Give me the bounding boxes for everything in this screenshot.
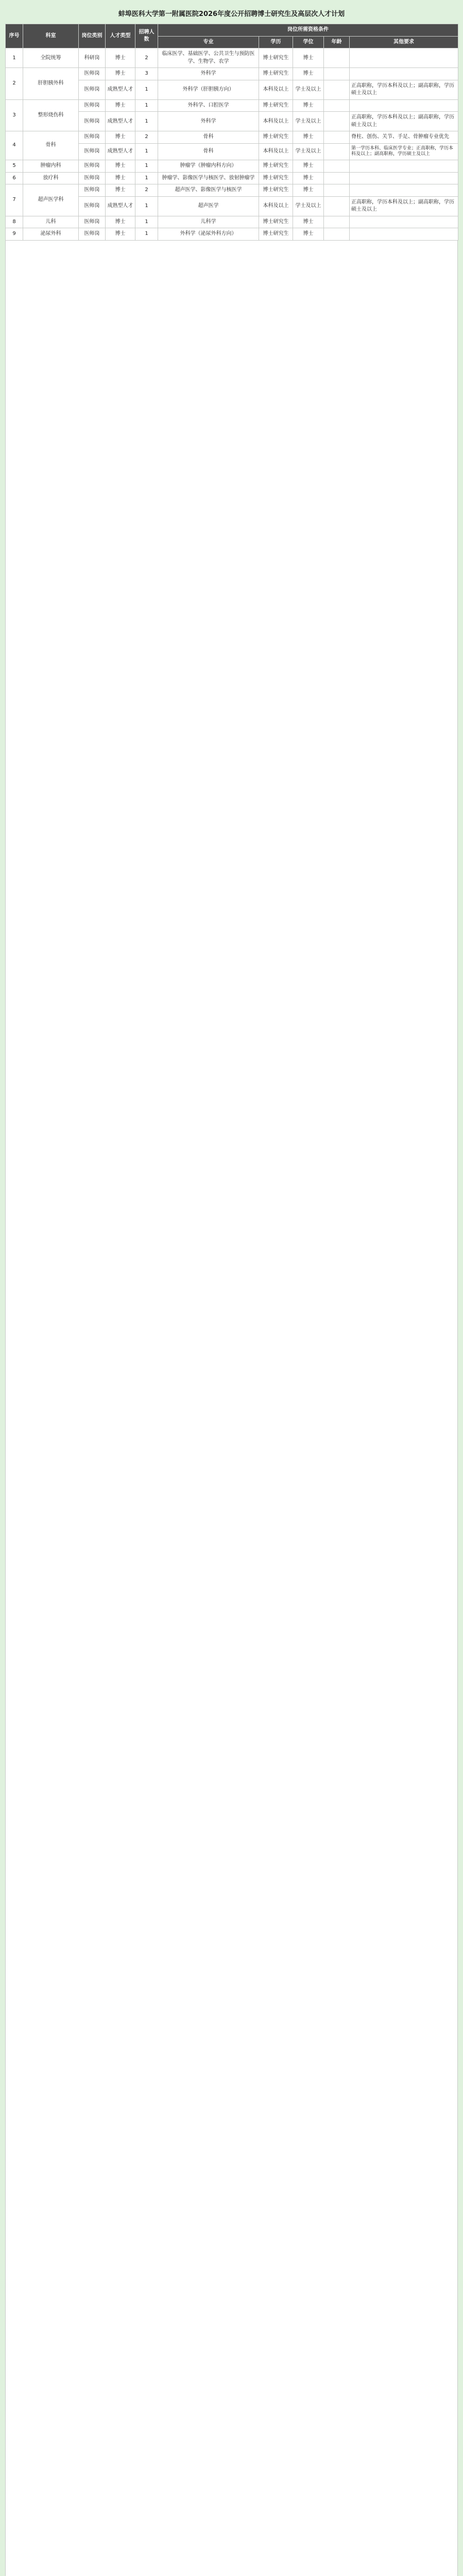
header-major: 专业 (158, 36, 259, 48)
row-other (350, 160, 458, 173)
table-continuation-area (5, 241, 458, 2576)
row-age (324, 216, 350, 228)
row-age (324, 172, 350, 184)
row-major: 外科学（泌尿外科方向） (158, 228, 259, 241)
table-row (6, 99, 458, 112)
header-department: 科室 (23, 24, 79, 48)
table-row (6, 184, 458, 197)
row-talent-type: 博士 (106, 131, 135, 144)
row-count: 1 (135, 216, 158, 228)
row-talent-type: 博士 (106, 68, 135, 80)
row-post-category: 医师岗 (79, 160, 106, 173)
row-education: 博士研究生 (259, 228, 293, 241)
row-degree: 学士及以上 (293, 196, 324, 216)
row-count: 1 (135, 196, 158, 216)
row-other: 脊柱、创伤、关节、手足、骨肿瘤专业优先 (350, 131, 458, 144)
row-other (350, 184, 458, 197)
row-age (324, 48, 350, 68)
row-count: 1 (135, 143, 158, 160)
table-row (6, 172, 458, 184)
row-department: 儿科 (23, 216, 79, 228)
row-talent-type: 博士 (106, 228, 135, 241)
row-department: 肿瘤内科 (23, 160, 79, 173)
row-talent-type: 博士 (106, 99, 135, 112)
row-post-category: 医师岗 (79, 80, 106, 99)
header-serial: 序号 (6, 24, 23, 48)
row-talent-type: 博士 (106, 216, 135, 228)
row-post-category: 医师岗 (79, 196, 106, 216)
header-other: 其他要求 (350, 36, 458, 48)
table-row (6, 228, 458, 241)
table-row (6, 131, 458, 144)
row-talent-type: 博士 (106, 172, 135, 184)
row-major: 超声医学 (158, 196, 259, 216)
row-major: 外科学、口腔医学 (158, 99, 259, 112)
row-age (324, 160, 350, 173)
row-post-category: 医师岗 (79, 131, 106, 144)
row-serial: 9 (6, 228, 23, 241)
row-education: 博士研究生 (259, 131, 293, 144)
row-major: 肿瘤学（肿瘤内科方向） (158, 160, 259, 173)
table-row (6, 216, 458, 228)
row-serial: 5 (6, 160, 23, 173)
row-major: 肿瘤学、影像医学与核医学、放射肿瘤学 (158, 172, 259, 184)
row-degree: 博士 (293, 172, 324, 184)
row-talent-type: 博士 (106, 184, 135, 197)
header-degree: 学位 (293, 36, 324, 48)
row-other (350, 99, 458, 112)
row-major: 外科学（肝胆胰方向） (158, 80, 259, 99)
row-age (324, 68, 350, 80)
row-count: 1 (135, 228, 158, 241)
row-post-category: 医师岗 (79, 228, 106, 241)
row-degree: 博士 (293, 216, 324, 228)
row-other (350, 216, 458, 228)
row-education: 博士研究生 (259, 48, 293, 68)
row-education: 博士研究生 (259, 184, 293, 197)
row-serial: 7 (6, 184, 23, 216)
row-education: 本科及以上 (259, 196, 293, 216)
row-other (350, 172, 458, 184)
row-education: 本科及以上 (259, 143, 293, 160)
header-post-category: 岗位类别 (79, 24, 106, 48)
row-degree: 博士 (293, 131, 324, 144)
row-degree: 博士 (293, 184, 324, 197)
row-degree: 学士及以上 (293, 143, 324, 160)
row-other: 第一学历本科、临床医学专业；正高职称，学历本科及以上；副高职称，学历硕士及以上 (350, 143, 458, 160)
table-row (6, 48, 458, 68)
row-post-category: 医师岗 (79, 216, 106, 228)
row-major: 超声医学、影像医学与核医学 (158, 184, 259, 197)
row-degree: 学士及以上 (293, 112, 324, 131)
row-other (350, 68, 458, 80)
row-major: 外科学 (158, 68, 259, 80)
row-age (324, 228, 350, 241)
row-degree: 博士 (293, 68, 324, 80)
row-major: 骨科 (158, 131, 259, 144)
row-age (324, 184, 350, 197)
row-education: 博士研究生 (259, 216, 293, 228)
row-department: 放疗科 (23, 172, 79, 184)
table-row (6, 68, 458, 80)
row-education: 博士研究生 (259, 99, 293, 112)
row-department: 超声医学科 (23, 184, 79, 216)
row-post-category: 医师岗 (79, 172, 106, 184)
row-education: 博士研究生 (259, 68, 293, 80)
row-degree: 博士 (293, 228, 324, 241)
row-age (324, 112, 350, 131)
row-other (350, 48, 458, 68)
header-age: 年龄 (324, 36, 350, 48)
row-talent-type: 成熟型人才 (106, 143, 135, 160)
row-post-category: 科研岗 (79, 48, 106, 68)
row-count: 1 (135, 99, 158, 112)
row-talent-type: 博士 (106, 160, 135, 173)
table-header (6, 24, 458, 48)
row-post-category: 医师岗 (79, 143, 106, 160)
row-major: 儿科学 (158, 216, 259, 228)
row-degree: 学士及以上 (293, 80, 324, 99)
row-post-category: 医师岗 (79, 112, 106, 131)
row-serial: 2 (6, 68, 23, 100)
row-degree: 博士 (293, 48, 324, 68)
row-department: 泌尿外科 (23, 228, 79, 241)
row-count: 2 (135, 184, 158, 197)
header-talent-type: 人才类型 (106, 24, 135, 48)
row-education: 博士研究生 (259, 172, 293, 184)
row-department: 骨科 (23, 131, 79, 160)
row-count: 1 (135, 172, 158, 184)
row-post-category: 医师岗 (79, 184, 106, 197)
row-count: 2 (135, 48, 158, 68)
row-department: 全院统筹 (23, 48, 79, 68)
row-age (324, 196, 350, 216)
row-other (350, 228, 458, 241)
row-count: 1 (135, 80, 158, 99)
row-count: 1 (135, 160, 158, 173)
header-count: 招聘人数 (135, 24, 158, 48)
row-major: 外科学 (158, 112, 259, 131)
row-education: 本科及以上 (259, 112, 293, 131)
row-serial: 4 (6, 131, 23, 160)
row-talent-type: 成熟型人才 (106, 80, 135, 99)
row-department: 肝胆胰外科 (23, 68, 79, 100)
row-talent-type: 成熟型人才 (106, 112, 135, 131)
header-education: 学历 (259, 36, 293, 48)
row-talent-type: 成熟型人才 (106, 196, 135, 216)
row-serial: 1 (6, 48, 23, 68)
row-talent-type: 博士 (106, 48, 135, 68)
row-serial: 3 (6, 99, 23, 131)
header-requirements-group: 岗位所需资格条件 (158, 24, 458, 37)
row-other: 正高职称，学历本科及以上；副高职称，学历硕士及以上 (350, 112, 458, 131)
row-other: 正高职称，学历本科及以上；副高职称，学历硕士及以上 (350, 196, 458, 216)
row-age (324, 131, 350, 144)
row-degree: 博士 (293, 160, 324, 173)
row-major: 骨科 (158, 143, 259, 160)
row-serial: 6 (6, 172, 23, 184)
row-major: 临床医学、基础医学、公共卫生与预防医学、生物学、农学 (158, 48, 259, 68)
row-count: 2 (135, 131, 158, 144)
row-age (324, 80, 350, 99)
recruitment-table (5, 24, 458, 240)
table-body (6, 48, 458, 240)
table-row (6, 160, 458, 173)
row-serial: 8 (6, 216, 23, 228)
row-education: 博士研究生 (259, 160, 293, 173)
row-other: 正高职称，学历本科及以上；副高职称，学历硕士及以上 (350, 80, 458, 99)
row-count: 1 (135, 112, 158, 131)
row-department: 整形烧伤科 (23, 99, 79, 131)
row-age (324, 99, 350, 112)
page-title: 蚌埠医科大学第一附属医院2026年度公开招聘博士研究生及高层次人才计划 (118, 10, 345, 18)
row-education: 本科及以上 (259, 80, 293, 99)
row-count: 3 (135, 68, 158, 80)
row-degree: 博士 (293, 99, 324, 112)
row-post-category: 医师岗 (79, 99, 106, 112)
row-age (324, 143, 350, 160)
row-post-category: 医师岗 (79, 68, 106, 80)
